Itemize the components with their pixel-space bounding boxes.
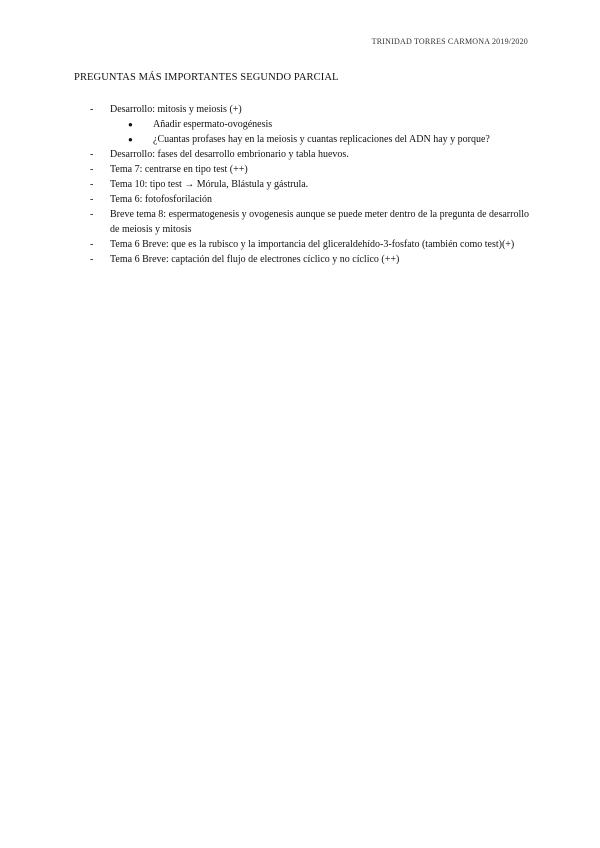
dash-marker: - — [90, 104, 94, 115]
list-item — [90, 162, 530, 177]
bullet-marker: ● — [128, 120, 133, 129]
document-title: PREGUNTAS MÁS IMPORTANTES SEGUNDO PARCIAL — [74, 72, 339, 83]
sublist-container — [90, 117, 530, 147]
list-item-text: Tema 6 Breve: que es la rubisco y la importancia del gliceraldehído-3-fosfato (también como test)(+) — [110, 239, 515, 250]
list-item — [90, 192, 530, 207]
list-item-text: Desarrollo: mitosis y meiosis (+) — [110, 104, 242, 115]
list-item-text: Tema 6: fotofosforilación — [110, 194, 213, 205]
sublist-item-text: ¿Cuantas profases hay en la meiosis y cuantas replicaciones del ADN hay y porque? — [153, 134, 490, 145]
list-item-text: Tema 6 Breve: captación del flujo de electrones cíclico y no cíclico (++) — [110, 254, 400, 265]
dash-marker: - — [90, 179, 94, 190]
list-item — [90, 252, 530, 267]
list-item — [90, 102, 530, 117]
sublist-item-text: Añadir espermato-ovogénesis — [153, 119, 273, 130]
dash-marker: - — [90, 194, 94, 205]
dash-marker: - — [90, 149, 94, 160]
sublist — [90, 117, 530, 147]
dash-marker: - — [90, 254, 94, 265]
bullet-marker: ● — [128, 135, 133, 144]
sublist-item — [90, 132, 530, 147]
dash-marker: - — [90, 239, 94, 250]
dash-marker: - — [90, 209, 94, 220]
list-item-text: Desarrollo: fases del desarrollo embrionario y tabla huevos. — [110, 149, 349, 160]
list-item-text: Tema 10: tipo test → Mórula, Blástula y gástrula. — [110, 179, 309, 190]
page-header: TRINIDAD TORRES CARMONA 2019/2020 — [371, 37, 528, 46]
list-item-text: Breve tema 8: espermatogenesis y ovogenesis aunque se puede meter dentro de la pregunta de desarrollo de meiosis y mitosis — [110, 209, 530, 235]
sublist-item — [90, 117, 530, 132]
dash-marker: - — [90, 164, 94, 175]
list-item — [90, 207, 530, 237]
list-item — [90, 237, 530, 252]
questions-list — [90, 102, 530, 267]
list-item — [90, 177, 530, 192]
list-item — [90, 147, 530, 162]
list-item-text: Tema 7: centrarse en tipo test (++) — [110, 164, 248, 175]
